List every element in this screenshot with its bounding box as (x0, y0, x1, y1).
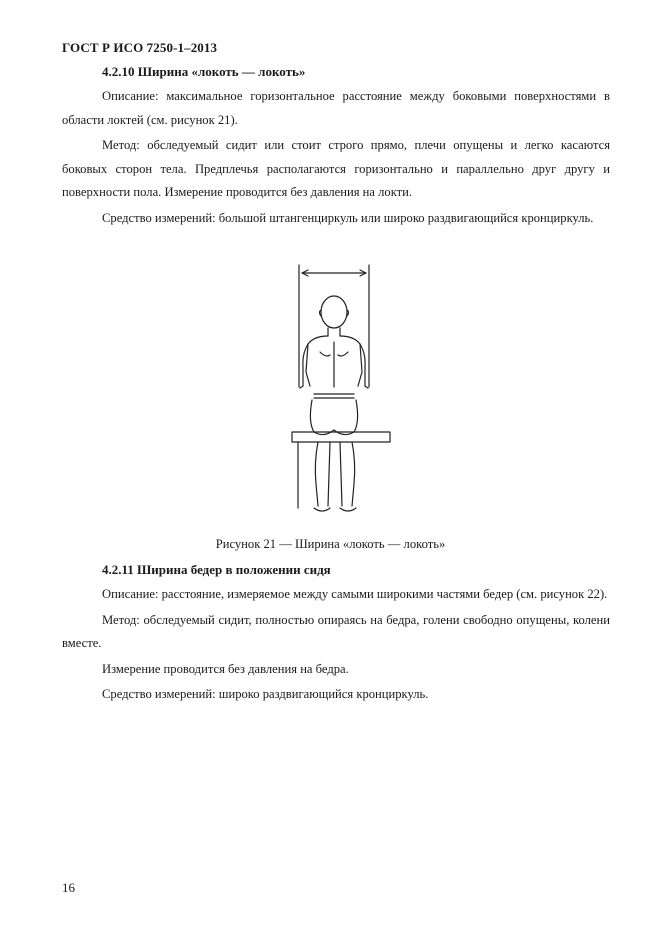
section-hip-width-sitting (62, 560, 610, 709)
feet (314, 508, 356, 511)
method-paragraph: Метод: обследуемый сидит или стоит строго прямо, плечи опущены и легко касаются боковых сторон тела. Предплечья располагаются горизонтально и параллельно друг другу и поверхности пола. Измерение проводится без давления на локти. (62, 138, 610, 199)
measurement-note-paragraph: Измерение проводится без давления на бедра. (102, 661, 349, 676)
head (321, 296, 347, 328)
document-code-header: ГОСТ Р ИСО 7250-1–2013 (62, 40, 218, 55)
method-paragraph: Метод: обследуемый сидит, полностью опираясь на бедра, голени свободно опущены, колени вместе. (62, 612, 610, 650)
section-elbow-width (62, 62, 610, 232)
description-paragraph: Описание: расстояние, измеряемое между самыми широкими частями бедер (см. рисунок 22). (102, 587, 608, 601)
page-number: 16 (62, 880, 75, 895)
figure-caption: Рисунок 21 — Ширина «локоть — локоть» (215, 537, 446, 551)
figure-elbow-to-elbow-illustration (270, 262, 410, 520)
left-leg (315, 442, 330, 506)
description-paragraph: Описание: максимальное горизонтальное расстояние между боковыми поверхностями в области локтей (см. рисунок 21). (62, 89, 610, 127)
instrument-paragraph: Средство измерений: широко раздвигающийся кронциркуль. (102, 687, 429, 701)
instrument-paragraph: Средство измерений: большой штангенциркуль или широко раздвигающийся кронциркуль. (102, 210, 594, 225)
section-heading: 4.2.10 Ширина «локоть — локоть» (102, 64, 306, 79)
hips (310, 400, 357, 435)
right-leg (340, 442, 355, 506)
section-heading: 4.2.11 Ширина бедер в положении сидя (102, 562, 331, 577)
neck (328, 328, 340, 336)
